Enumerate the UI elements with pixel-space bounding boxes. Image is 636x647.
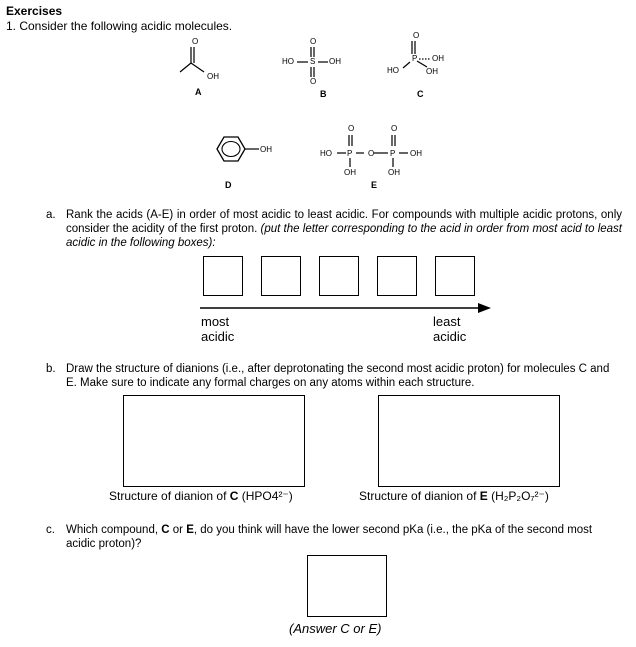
molecule-c-o: O [413, 31, 420, 40]
molecule-a-oh: OH [207, 72, 219, 81]
molecule-b-o-bottom: O [310, 77, 317, 86]
axis-least: least [433, 314, 461, 329]
caption-c-prefix: Structure of dianion of [109, 489, 230, 503]
molecule-c-ho: HO [387, 66, 399, 75]
axis-most: most [201, 314, 230, 329]
axis-least-acidic [433, 314, 466, 344]
rank-box-1[interactable] [203, 256, 243, 296]
molecule-e-ho: HO [320, 149, 332, 158]
caption-c-formula: (HPO4²⁻) [241, 489, 293, 503]
dianion-e-drawing-box[interactable] [378, 395, 560, 487]
axis-most-acidic [201, 314, 234, 344]
molecule-d-label: D [225, 180, 232, 190]
molecule-c-p: P [412, 54, 418, 63]
caption-c-bold: C [229, 489, 239, 503]
part-a-italic-instructions: (put the letter corresponding to the acid in order from most acid to least acidic in the following boxes): [66, 223, 623, 249]
part-b-text: Draw the structure of dianions (i.e., after deprotonating the second most acidic proton) for molecules C and E. Make sure to indicate any formal charges on any atoms within each structure. [66, 363, 610, 389]
molecule-b-s: S [310, 57, 316, 66]
part-a-instructions: Rank the acids (A-E) in order of most acidic to least acidic. For compounds with multiple acidic protons, only consider the acidity of the first proton. [66, 209, 622, 235]
molecule-e-o-bridge: O [368, 149, 375, 158]
rank-box-3[interactable] [319, 256, 359, 296]
caption-e-formula: (H₂P₂O₇²⁻) [491, 489, 549, 503]
part-a-text [66, 208, 622, 250]
dianion-c-drawing-box[interactable] [123, 395, 305, 487]
molecule-e-oh-left: OH [344, 168, 356, 177]
molecule-b-ho: HO [282, 57, 294, 66]
part-c-text-2: or [169, 524, 187, 536]
part-b-marker: b. [46, 363, 56, 375]
molecule-e-o-right: O [391, 124, 398, 133]
acidity-arrow [198, 302, 492, 314]
molecule-b-oh: OH [329, 57, 341, 66]
answer-hint: (Answer C or E) [289, 621, 382, 636]
molecule-c-oh2: OH [426, 67, 438, 76]
molecule-e-label: E [371, 180, 378, 190]
caption-e-prefix: Structure of dianion of [359, 489, 480, 503]
molecule-e-oh-right: OH [388, 168, 400, 177]
caption-e-bold: E [479, 489, 488, 503]
exercises-heading: Exercises [6, 4, 63, 18]
molecule-a-o: O [192, 37, 199, 46]
rank-box-4[interactable] [377, 256, 417, 296]
caption-dianion-e [359, 489, 549, 503]
part-c-bold-e: E [186, 524, 194, 536]
molecule-c-label: C [417, 89, 424, 99]
molecule-b-label: B [320, 89, 327, 99]
molecule-c-oh1: OH [432, 54, 444, 63]
molecule-e-p2: P [390, 149, 396, 158]
axis-acidic-right: acidic [433, 329, 467, 344]
molecule-b-o-top: O [310, 37, 317, 46]
molecule-e-bonds [330, 132, 420, 172]
part-c-text-1: Which compound, [66, 524, 162, 536]
caption-dianion-c [109, 489, 293, 503]
question-1: 1. Consider the following acidic molecules. [6, 19, 233, 33]
molecule-e-p1: P [347, 149, 353, 158]
molecule-e-oh: OH [410, 149, 422, 158]
part-c-text [66, 523, 622, 551]
part-c-text-3: , do you think will have the lower second pKa (i.e., the pKa of the second most acidic proton)? [66, 524, 593, 550]
answer-box[interactable] [307, 555, 387, 617]
part-c-bold-c: C [161, 524, 170, 536]
molecule-e-o-left: O [348, 124, 355, 133]
rank-box-2[interactable] [261, 256, 301, 296]
molecule-d-oh: OH [260, 145, 272, 154]
molecule-a-label: A [195, 87, 202, 97]
part-c-marker: c. [46, 524, 55, 536]
axis-acidic-left: acidic [201, 329, 235, 344]
part-a-marker: a. [46, 209, 56, 221]
rank-box-5[interactable] [435, 256, 475, 296]
